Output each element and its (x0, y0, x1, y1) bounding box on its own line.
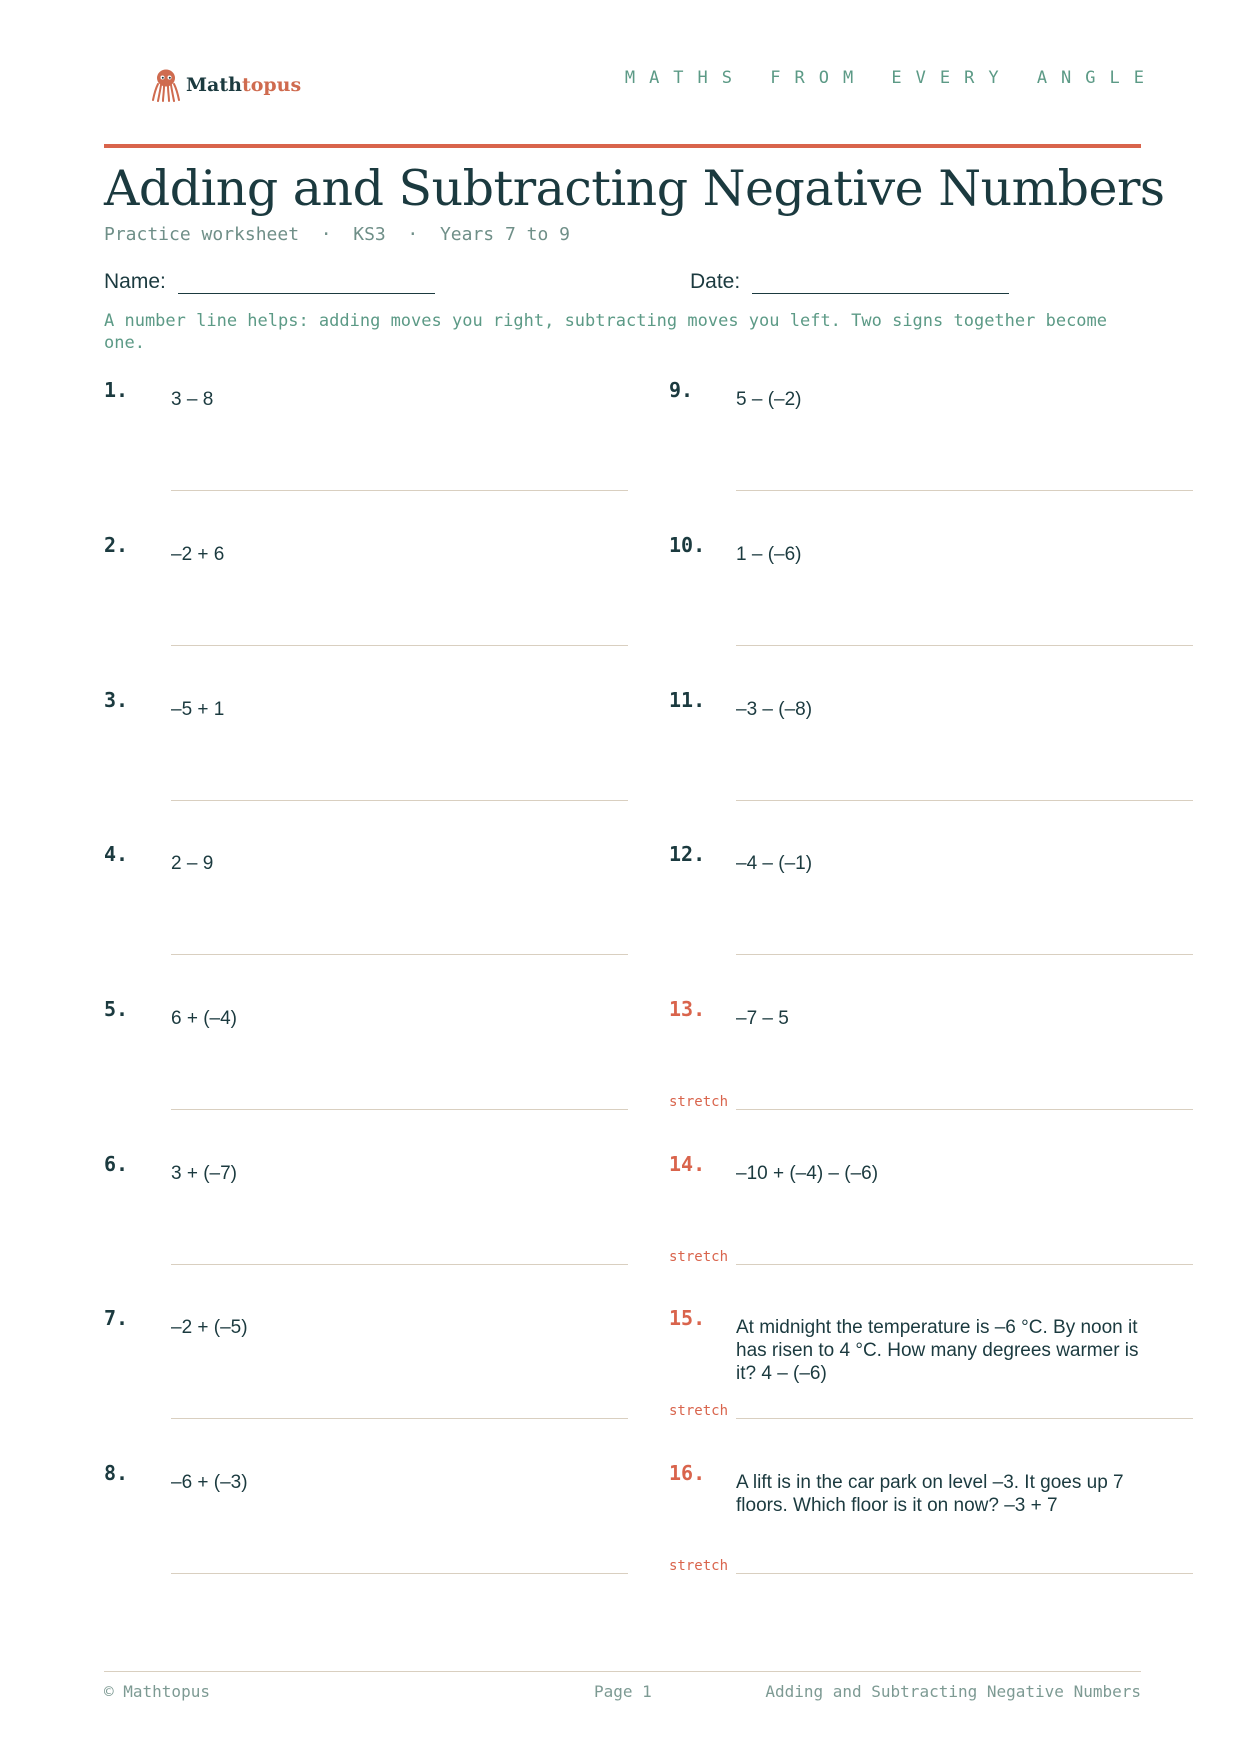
question-text: 2 – 9 (171, 853, 214, 874)
answer-line[interactable] (171, 1573, 628, 1574)
name-field[interactable] (104, 270, 435, 294)
answer-line[interactable] (736, 1264, 1193, 1265)
footer-doc-title: Adding and Subtracting Negative Numbers (765, 1682, 1141, 1701)
date-label: Date: (690, 270, 741, 293)
question-number: 12. (669, 842, 706, 866)
question-text: A lift is in the car park on level –3. It goes up 7 floors. Which floor is it on now? –3 + 7 (736, 1472, 1124, 1516)
question-number: 11. (669, 688, 706, 712)
question-number: 13. (669, 997, 706, 1021)
question-text: At midnight the temperature is –6 °C. By noon it has risen to 4 °C. How many degrees warmer is it? 4 – (–6) (736, 1317, 1139, 1384)
question-number: 5. (104, 997, 129, 1021)
question-text: –10 + (–4) – (–6) (736, 1163, 879, 1184)
answer-line[interactable] (736, 1109, 1193, 1110)
question (104, 533, 624, 683)
stretch-tag: stretch (669, 1403, 729, 1419)
question (104, 1306, 624, 1456)
name-line[interactable] (178, 271, 435, 294)
stretch-tag: stretch (669, 1094, 729, 1110)
footer-copyright: © Mathtopus (104, 1682, 210, 1701)
tagline: MATHS FROM EVERY ANGLE (624, 68, 1158, 88)
octopus-icon (152, 68, 180, 102)
question (104, 378, 624, 528)
answer-line[interactable] (736, 1573, 1193, 1574)
date-line[interactable] (752, 271, 1009, 294)
answer-line[interactable] (171, 645, 628, 646)
question-text: –3 – (–8) (736, 699, 813, 720)
page-title: Adding and Subtracting Negative Numbers (104, 160, 1165, 217)
question (104, 997, 624, 1147)
question-text: –7 – 5 (736, 1008, 789, 1029)
header-rule (104, 144, 1141, 148)
question (104, 1461, 624, 1611)
question (669, 378, 1189, 528)
question (669, 688, 1189, 838)
question (669, 842, 1189, 992)
question-number: 3. (104, 688, 129, 712)
answer-line[interactable] (736, 800, 1193, 801)
question-text: 6 + (–4) (171, 1008, 238, 1029)
answer-line[interactable] (171, 490, 628, 491)
logo (152, 68, 301, 102)
question-stretch (669, 1306, 1189, 1456)
question-stretch (669, 997, 1189, 1147)
question-text: –4 – (–1) (736, 853, 813, 874)
question (104, 842, 624, 992)
instructions: A number line helps: adding moves you right, subtracting moves you left. Two signs together become one. (104, 311, 1108, 353)
page-subtitle: Practice worksheet · KS3 · Years 7 to 9 (104, 224, 570, 245)
question-number: 15. (669, 1306, 706, 1330)
question-number: 6. (104, 1152, 129, 1176)
question-text: 5 – (–2) (736, 389, 802, 410)
question-text: 3 – 8 (171, 389, 214, 410)
answer-line[interactable] (736, 645, 1193, 646)
question-number: 14. (669, 1152, 706, 1176)
question-text: –6 + (–3) (171, 1472, 248, 1493)
footer-page-number: Page 1 (594, 1682, 652, 1701)
question-text: 3 + (–7) (171, 1163, 238, 1184)
answer-line[interactable] (171, 800, 628, 801)
answer-line[interactable] (171, 1418, 628, 1419)
stretch-tag: stretch (669, 1558, 729, 1574)
question-stretch (669, 1152, 1189, 1302)
question-number: 7. (104, 1306, 129, 1330)
question-number: 2. (104, 533, 129, 557)
logo-wordmark: Mathtopus (186, 74, 302, 96)
answer-line[interactable] (171, 1264, 628, 1265)
name-label: Name: (104, 270, 166, 293)
question-number: 8. (104, 1461, 129, 1485)
answer-line[interactable] (171, 1109, 628, 1110)
question-text: –5 + 1 (171, 699, 225, 720)
question-number: 10. (669, 533, 706, 557)
question-number: 16. (669, 1461, 706, 1485)
answer-line[interactable] (736, 1418, 1193, 1419)
question (104, 1152, 624, 1302)
question-text: –2 + 6 (171, 544, 225, 565)
question-text: –2 + (–5) (171, 1317, 248, 1338)
question-stretch (669, 1461, 1189, 1611)
question-number: 1. (104, 378, 129, 402)
question (669, 533, 1189, 683)
question-number: 9. (669, 378, 694, 402)
answer-line[interactable] (171, 954, 628, 955)
stretch-tag: stretch (669, 1249, 729, 1265)
answer-line[interactable] (736, 954, 1193, 955)
date-field[interactable] (690, 270, 1009, 294)
footer-rule (104, 1671, 1141, 1672)
question-number: 4. (104, 842, 129, 866)
question-text: 1 – (–6) (736, 544, 802, 565)
question (104, 688, 624, 838)
answer-line[interactable] (736, 490, 1193, 491)
